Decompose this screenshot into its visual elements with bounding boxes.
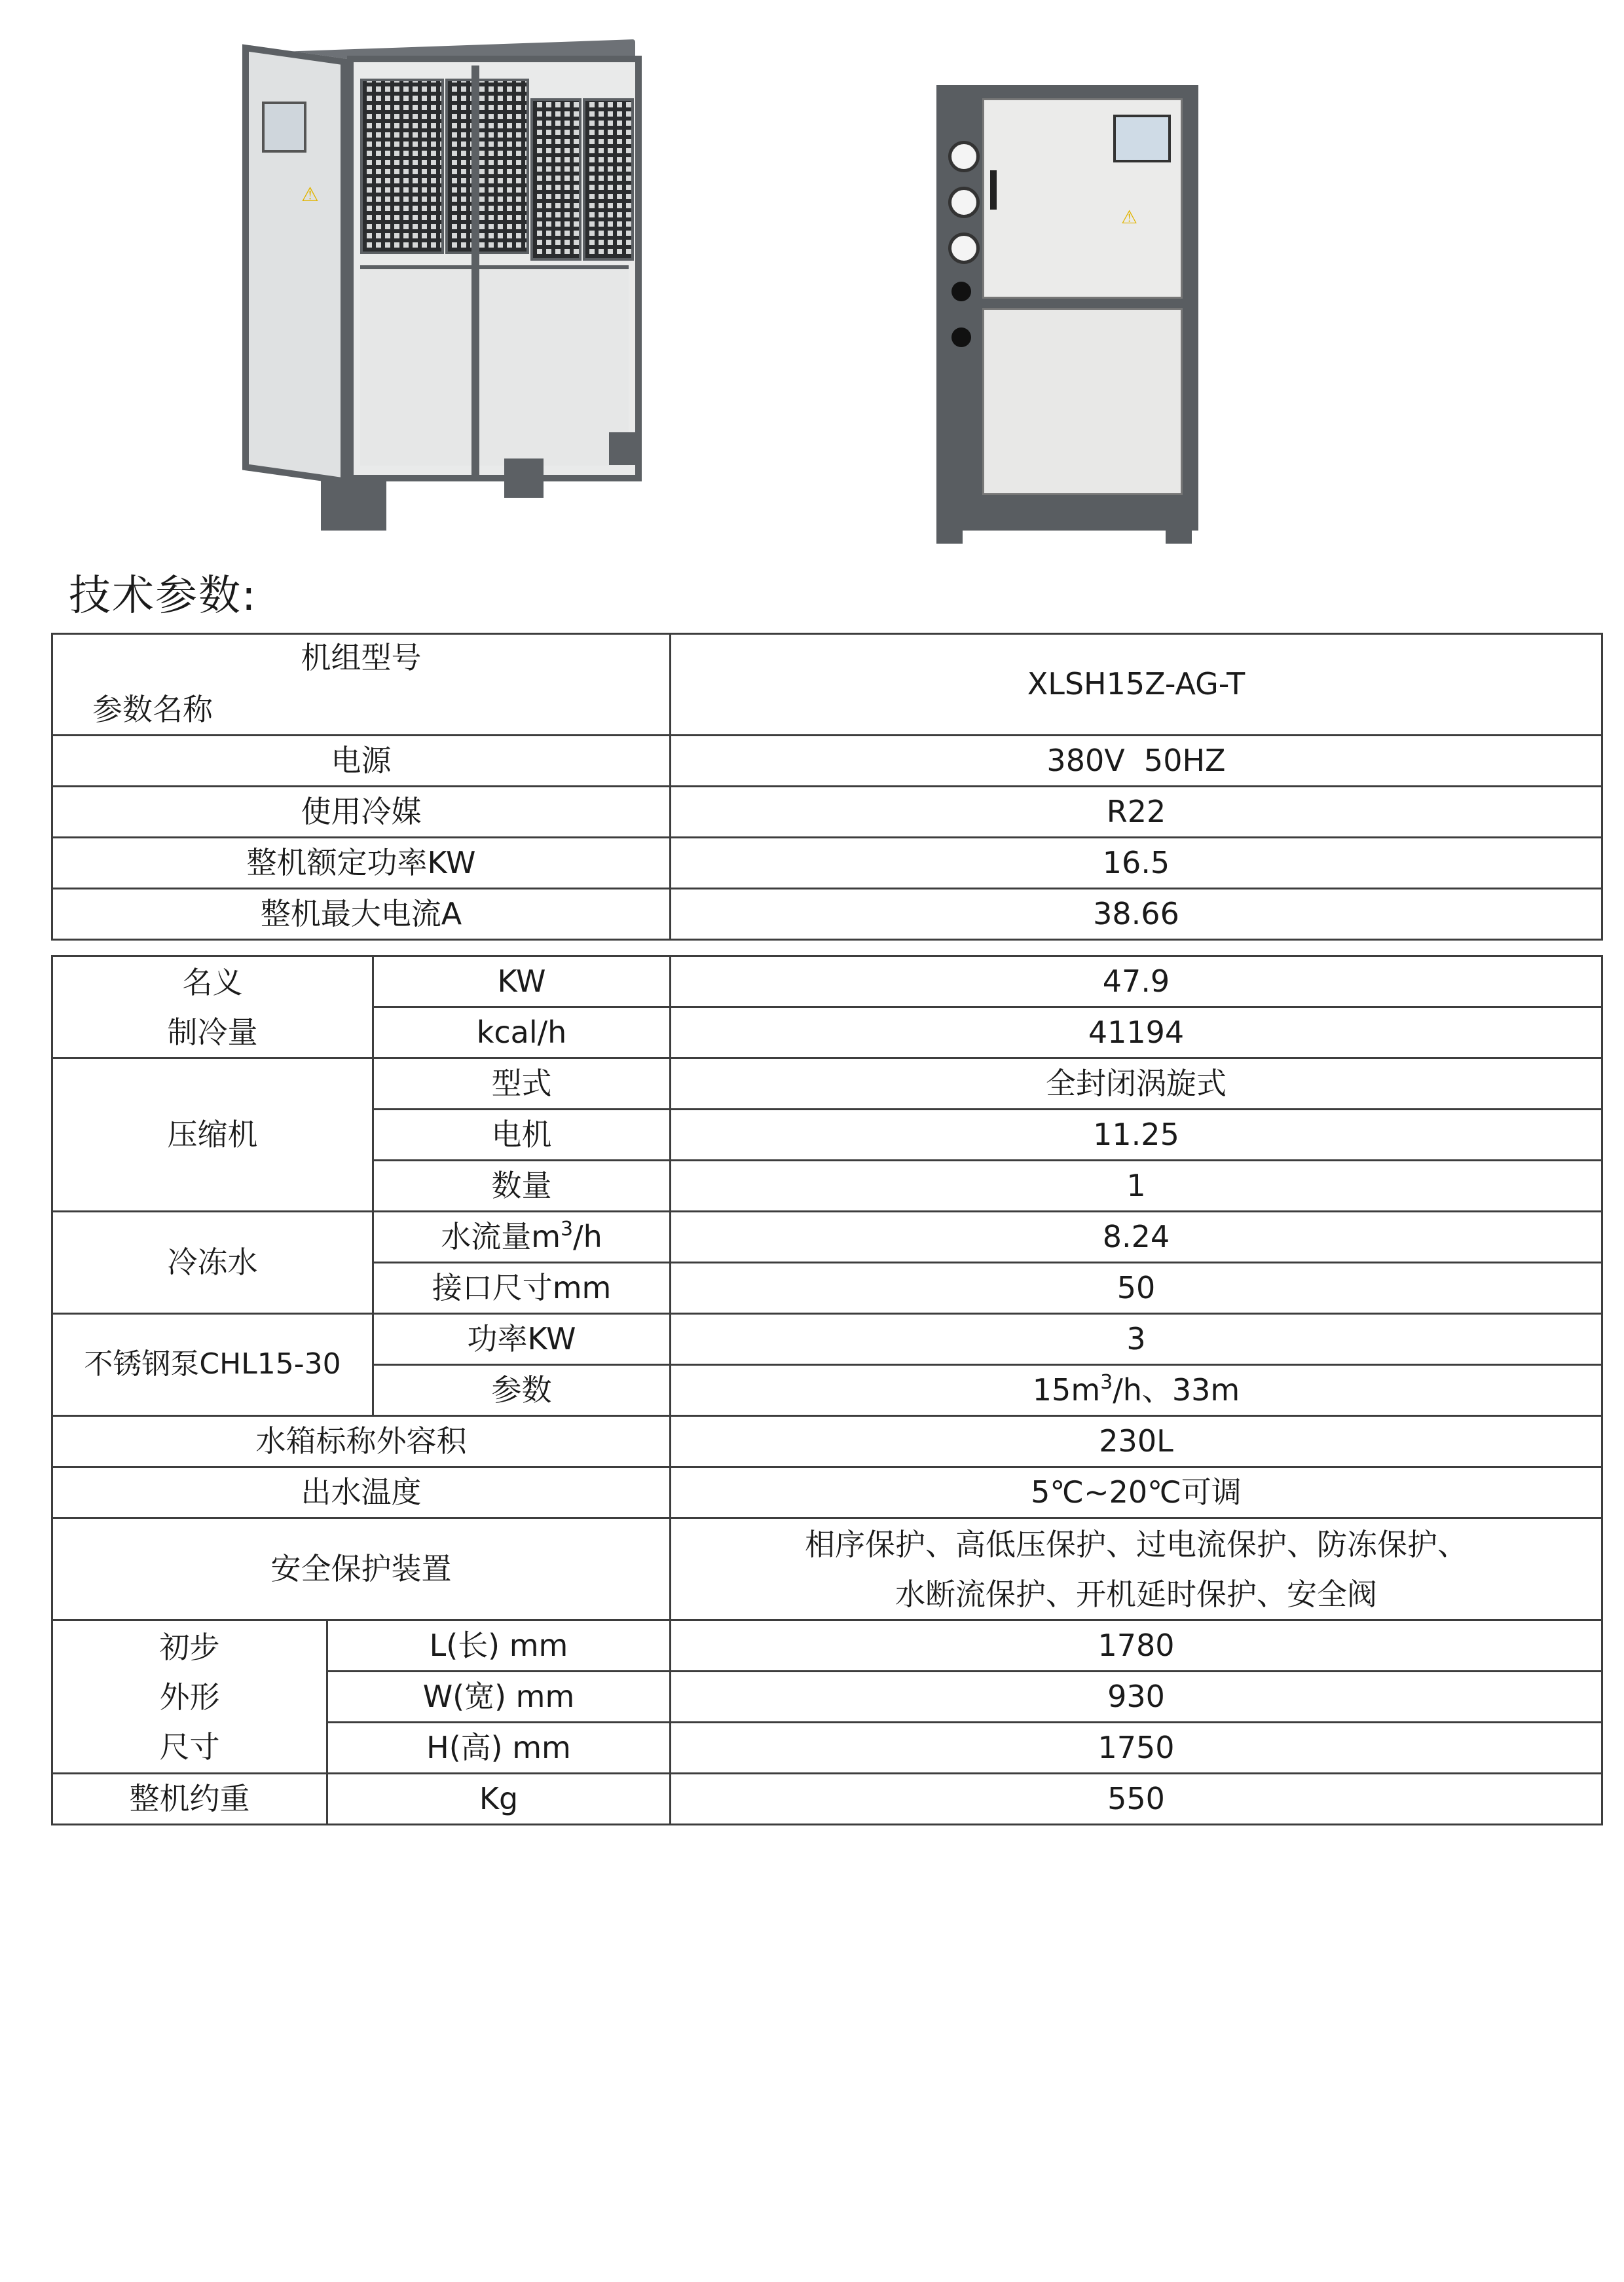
chiller-leg <box>1166 524 1192 544</box>
table-row <box>52 1774 1602 1825</box>
safety-line: 相序保护、高低压保护、过电流保护、防冻保护、 <box>805 1526 1467 1562</box>
sub-label-cell: 电机 <box>373 1110 671 1161</box>
sub-label-cell: 功率KW <box>373 1314 671 1365</box>
group-label: 名义 <box>182 964 243 1000</box>
pump-group-cell: 不锈钢泵CHL15-30 <box>52 1314 373 1416</box>
sub-label-cell: W(宽) mm <box>327 1672 671 1723</box>
row-label: 水箱标称外容积 <box>52 1416 671 1467</box>
value-cell: 5℃~20℃可调 <box>671 1467 1602 1518</box>
table-row <box>52 736 1602 787</box>
spec-table-details <box>51 955 1603 1825</box>
value-cell: 41194 <box>671 1007 1602 1058</box>
row-value: 38.66 <box>671 889 1602 940</box>
unit-cell: kcal/h <box>373 1007 671 1058</box>
value-cell: 3 <box>671 1314 1602 1365</box>
lower-door <box>982 308 1183 495</box>
control-screen-icon <box>1113 115 1171 162</box>
table-row <box>52 1058 1602 1110</box>
chiller-leg <box>609 432 635 465</box>
model-value: XLSH15Z-AG-T <box>671 634 1602 736</box>
condenser-grille <box>360 79 444 254</box>
condenser-grille <box>530 98 581 261</box>
table-row <box>52 889 1602 940</box>
group-label: 尺寸 <box>159 1729 220 1765</box>
row-label: 使用冷媒 <box>52 787 671 838</box>
table-row <box>52 1416 1602 1467</box>
table-row <box>52 1314 1602 1365</box>
row-label: 整机最大电流A <box>52 889 671 940</box>
row-value: 380V 50HZ <box>671 736 1602 787</box>
table-row <box>52 838 1602 889</box>
warning-icon: ⚠ <box>301 183 319 206</box>
table-row <box>52 787 1602 838</box>
chiller-leg <box>504 458 544 498</box>
pressure-gauge-icon <box>948 187 980 218</box>
safety-line: 水断流保护、开机延时保护、安全阀 <box>895 1576 1377 1612</box>
sub-label-cell: H(高) mm <box>327 1723 671 1774</box>
door-handle <box>990 170 997 210</box>
pump-param-suffix: /h、33m <box>1113 1372 1240 1408</box>
compressor-group-cell: 压缩机 <box>52 1058 373 1212</box>
sub-label-cell: 数量 <box>373 1161 671 1212</box>
sub-label-cell: 参数 <box>373 1365 671 1416</box>
value-cell: 全封闭涡旋式 <box>671 1058 1602 1110</box>
unit-cell: Kg <box>327 1774 671 1825</box>
value-cell <box>671 1365 1602 1416</box>
flow-superscript: 3 <box>561 1217 574 1241</box>
value-cell: 550 <box>671 1774 1602 1825</box>
flow-suffix: /h <box>573 1218 602 1254</box>
section-heading: 技术参数: <box>69 572 257 620</box>
value-cell: 47.9 <box>671 956 1602 1007</box>
sub-label-cell <box>373 1212 671 1263</box>
sub-label-cell: 接口尺寸mm <box>373 1263 671 1314</box>
warning-icon: ⚠ <box>1121 206 1138 228</box>
group-label: 初步 <box>159 1629 220 1665</box>
header-corner-cell <box>52 634 671 736</box>
value-cell: 8.24 <box>671 1212 1602 1263</box>
table-row <box>52 956 1602 1007</box>
condenser-grille <box>445 79 529 254</box>
condenser-grille <box>583 98 634 261</box>
water-port <box>951 282 971 301</box>
pump-param-superscript: 3 <box>1100 1370 1113 1394</box>
corner-param-label: 参数名称 <box>92 691 213 727</box>
group-label: 制冷量 <box>167 1014 258 1050</box>
safety-value-cell <box>671 1518 1602 1620</box>
table-row <box>52 1518 1602 1620</box>
row-label: 整机额定功率KW <box>52 838 671 889</box>
unit-cell: KW <box>373 956 671 1007</box>
center-post <box>471 65 479 478</box>
air-cooled-chiller-photo <box>236 39 655 544</box>
table-row <box>52 1212 1602 1263</box>
pump-param-prefix: 15m <box>1032 1372 1101 1408</box>
table-row <box>52 634 1602 736</box>
flow-label: 水流量m <box>441 1218 561 1254</box>
value-cell: 11.25 <box>671 1110 1602 1161</box>
corner-model-label: 机组型号 <box>301 640 422 675</box>
pressure-gauge-icon <box>948 233 980 264</box>
row-value: 16.5 <box>671 838 1602 889</box>
control-screen-icon <box>262 102 306 153</box>
pressure-gauge-icon <box>948 141 980 172</box>
value-cell: 1780 <box>671 1620 1602 1672</box>
value-cell: 1750 <box>671 1723 1602 1774</box>
group-label: 外形 <box>159 1679 220 1715</box>
lower-panel <box>360 265 629 466</box>
spec-table-general <box>51 633 1603 941</box>
value-cell: 50 <box>671 1263 1602 1314</box>
row-label: 出水温度 <box>52 1467 671 1518</box>
water-port <box>951 327 971 347</box>
row-label: 安全保护装置 <box>52 1518 671 1620</box>
table-row <box>52 1620 1602 1672</box>
dimensions-group-cell <box>52 1620 327 1774</box>
sub-label-cell: L(长) mm <box>327 1620 671 1672</box>
cooling-group-cell <box>52 956 373 1058</box>
chiller-leg <box>321 478 386 531</box>
row-label: 电源 <box>52 736 671 787</box>
sub-label-cell: 型式 <box>373 1058 671 1110</box>
value-cell: 1 <box>671 1161 1602 1212</box>
water-cooled-chiller-photo <box>930 85 1205 544</box>
table-row <box>52 1467 1602 1518</box>
chilled-water-group-cell: 冷冻水 <box>52 1212 373 1314</box>
row-label: 整机约重 <box>52 1774 327 1825</box>
value-cell: 230L <box>671 1416 1602 1467</box>
chiller-leg <box>936 524 963 544</box>
value-cell: 930 <box>671 1672 1602 1723</box>
row-value: R22 <box>671 787 1602 838</box>
